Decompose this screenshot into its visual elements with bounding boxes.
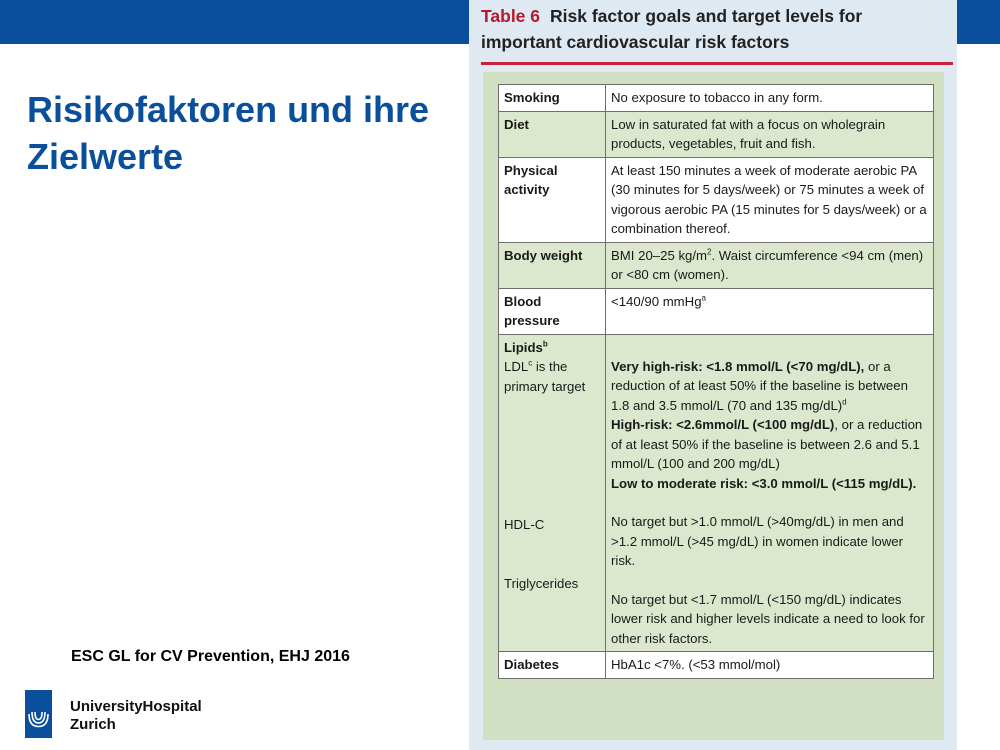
row-label	[499, 157, 606, 242]
ldl-label-text: LDL	[504, 359, 529, 374]
table-row-lipids	[499, 334, 934, 652]
ldl-label	[504, 357, 601, 396]
org-name-line2: Zurich	[70, 716, 116, 733]
slide-title: Risikofaktoren und ihre Zielwerte	[27, 89, 430, 177]
heading-divider	[481, 62, 953, 65]
org-name	[70, 698, 202, 734]
row-label: Diabetes	[499, 652, 606, 679]
usz-logo-icon	[25, 690, 52, 738]
risk-factor-table	[498, 84, 934, 679]
high-risk-text: , or a reduction of at least 50% if the baseline is between 2.6 and 5.1 mmol/L (100 and 200 mg/dL)	[611, 417, 923, 471]
table-row-blood-pressure	[499, 288, 934, 334]
org-name-line1: UniversityHospital	[70, 698, 202, 715]
very-high-risk-text: or a reduction of at least 50% if the baseline is between 1.8 and 3.5 mmol/L (70 and 135 mg/dL)	[611, 358, 908, 413]
ldl-label-rest: is the primary target	[504, 359, 586, 394]
row-value	[606, 334, 934, 652]
row-label	[499, 288, 606, 334]
hdl-text: No target but >1.0 mmol/L (>40mg/dL) in men and >1.2 mmol/L (>45 mg/dL) in women indicate lower risk.	[611, 514, 904, 568]
table-panel	[469, 0, 957, 750]
superscript: 2	[707, 247, 712, 257]
low-moderate-risk-target: Low to moderate risk: <3.0 mmol/L (<115 mg/dL).	[611, 475, 917, 491]
hdl-label: HDL-C	[504, 517, 545, 532]
table-row-body-weight	[499, 242, 934, 288]
row-value	[606, 288, 934, 334]
row-label: Body weight	[499, 242, 606, 288]
very-high-risk-target: Very high-risk: <1.8 mmol/L (<70 mg/dL),	[611, 358, 865, 374]
footnote-marker: c	[528, 358, 533, 368]
table-row-diabetes	[499, 652, 934, 679]
table-row-physical-activity	[499, 157, 934, 242]
table-title: Risk factor goals and target levels for important cardiovascular risk factors	[481, 6, 863, 52]
bp-target: <140/90 mmHg	[611, 293, 702, 309]
citation: ESC GL for CV Prevention, EHJ 2016	[71, 648, 350, 665]
usz-logo	[25, 690, 52, 738]
table-heading	[481, 3, 946, 55]
table-background	[483, 72, 944, 740]
waist-text: . Waist circumference <94 cm (men) or <80 cm (women).	[611, 247, 924, 282]
row-label-line1: Physical	[504, 162, 558, 178]
row-value: Low in saturated fat with a focus on wholegrain products, vegetables, fruit and fish.	[606, 111, 934, 157]
table-row-smoking	[499, 85, 934, 112]
row-label-line2: pressure	[504, 313, 560, 328]
bmi-text: BMI 20–25 kg/m	[611, 247, 708, 263]
row-label-line2: activity	[504, 182, 550, 197]
footnote-marker: d	[842, 397, 847, 407]
row-value: No exposure to tobacco in any form.	[606, 85, 934, 112]
row-label-line1: Blood	[504, 293, 542, 309]
row-label: Diet	[499, 111, 606, 157]
row-value: HbA1c <7%. (<53 mmol/mol)	[606, 652, 934, 679]
table-row-diet	[499, 111, 934, 157]
footnote-marker: a	[701, 293, 706, 303]
lipids-label: Lipids	[504, 339, 543, 355]
table-number: Table 6	[481, 6, 541, 26]
triglycerides-label: Triglycerides	[504, 575, 579, 591]
triglycerides-text: No target but <1.7 mmol/L (<150 mg/dL) indicates lower risk and higher levels indicate a need to look for other risk factors.	[611, 591, 925, 646]
row-label: Smoking	[499, 85, 606, 112]
row-value: At least 150 minutes a week of moderate aerobic PA (30 minutes for 5 days/week) or 75 minutes a week of vigorous aerobic PA (15 minutes for 5 days/week) or a combination thereof.	[606, 157, 934, 242]
footnote-marker: b	[542, 339, 548, 349]
high-risk-target: High-risk: <2.6mmol/L (<100 mg/dL)	[611, 417, 835, 432]
row-label	[499, 334, 606, 652]
row-value	[606, 242, 934, 288]
